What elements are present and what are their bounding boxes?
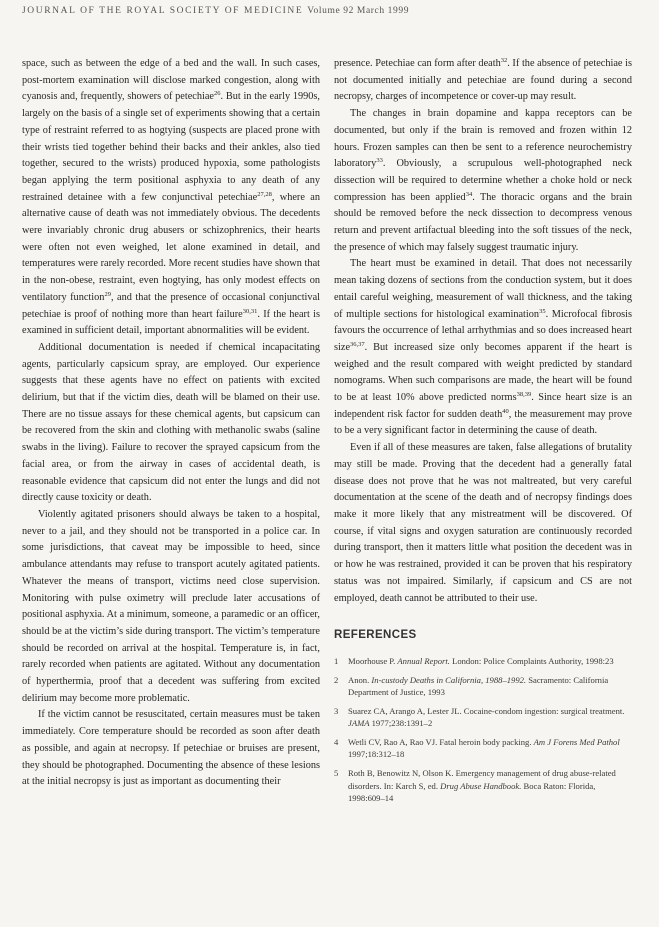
volume-info: Volume 92 March 1999: [307, 6, 410, 16]
reference-item: 2 Anon. In-custody Deaths in California, 1988–1992. Sacramento: California Department of Justice, 1993: [334, 674, 609, 698]
references-heading: REFERENCES: [334, 629, 417, 642]
reference-item: 5 Roth B, Benowitz N, Olson K. Emergency management of drug abuse-related disorders. In: Karch S, ed. Drug Abuse Handbook. Boca Raton: Florida, 1998:609–14: [334, 768, 616, 804]
reference-item: 3 Suarez CA, Arango A, Lester JL. Cocaine-condom ingestion: surgical treatment. JAMA 1977;238:1391–2: [334, 705, 625, 729]
paragraph: Even if all of these measures are taken, false allegations of brutality may still be made. Proving that the decedent had a generally fatal disease does not prove that he was not maltreated, but very careful documentation at the scene of the death and of necropsy findings does make it more likely that any mistreatment will be discovered. Of course, if vital signs and oxygen saturation are continuously recorded during transport, then it matters little what position the decedent was in or how he was restrained, provided it can be proven that his respiratory status was not impaired. Similarly, if capsicum and CS are not employed, death cannot be attributed to their use.: [334, 442, 632, 604]
reference-item: 4 Wetli CV, Rao A, Rao VJ. Fatal heroin body packing. Am J Forens Med Pathol 1997;18:312–18: [334, 736, 620, 760]
paragraph: space, such as between the edge of a bed and the wall. In such cases, post-mortem examination will disclose marked congestion, along with cyanosis and, frequently, showers of petechiae$^{26}$. But in the early 1990s, largely on the basis of a single set of experiments showing that a certain type of restraint referred to as hogtying (suspects are placed prone with their wrists tied together behind their backs and their ankles, also tied together, secured to the wrists) produced hypoxia, some pathologists began applying the term positional asphyxia to any death of any restrained detainee with a few conjunctival petechiae$^{27,28}$, where an alternative cause of death was not immediately obvious. The decedents were invariably chronic drug abusers or schizophrenics, their hearts were often not even weighed, let alone examined in detail, and temperatures were rarely recorded. More recent studies have shown that in the non-obese, restraint, even hogtying, has only modest effects on ventilatory function$^{29}$, and that the presence of occasional conjunctival petechiae is proof of nothing more than heart failure$^{30,31}$. If the heart is examined in sufficient detail, important abnormalities will be evident.: [22, 58, 321, 337]
journal-name: JOURNAL OF THE ROYAL SOCIETY OF MEDICINE: [22, 6, 304, 16]
paragraph: Violently agitated prisoners should always be taken to a hospital, never to a jail, and they should not be transported in a police car. In some jurisdictions, that caveat may be impossible to heed, since ambulance attendants may refuse to transport acutely agitated patients. Whatever the means of transport, victims need close supervision. Monitoring with pulse oximetry will preclude later accusations of positional asphyxia. At a minimum, someone, a paramedic or an officer, should be at the victim’s side during transport. The victim’s temperature should be recorded on arrival at the hospital. Temperature is, in fact, rarely recorded when patients are agitated. Without any documentation of hyperthermia, proof that a decedent was suffering from excited delirium may become more problematic.: [22, 508, 320, 704]
paragraph: Additional documentation is needed if chemical incapacitating agents, particularly capsicum spray, are employed. Our experience suggests that these agents have no effect on patients with excited delirium, but that if the victim dies, death will be blamed on their use. There are no tissue assays for these chemical agents, but capsicum can be recovered from the skin and clothing with methanolic swabs (saline swabs in the living). Failure to recover the sprayed capsicum from the facial area, or from the airway in cases of accidental death, is reasonable evidence that capsicum did not enter the lungs and did not directly cause toxicity or death.: [22, 341, 320, 504]
left-column: [22, 56, 320, 791]
paragraph: presence. Petechiae can form after death$^{32}$. If the absence of petechiae is not documented initially and petechiae are found during a second necropsy, charges of incompetence or cover-up may result.: [334, 57, 632, 103]
reference-item: 1 Moorhouse P. Annual Report. London: Police Complaints Authority, 1998:23: [334, 655, 614, 666]
paragraph: The changes in brain dopamine and kappa receptors can be documented, but only if the brain is removed and frozen within 12 hours. Frozen samples can then be sent to a reference neurochemistry laboratory$^{33}$. Obviously, a scrupulous well-photographed neck dissection will be required to determine whether a choke hold or neck compression has been applied$^{34}$. The thoracic organs and the brain should be removed before the neck dissection to decompress venous return and prevent artifactual bleeding into the soft tissues of the neck, the presence of which may falsely suggest traumatic injury.: [334, 108, 632, 253]
running-header: [22, 6, 642, 16]
paragraph: If the victim cannot be resuscitated, certain measures must be taken immediately. Core temperature should be recorded as soon after death as possible, and again at necropsy. If petechiae or bruises are present, they should be photographed. Documenting the absence of these lesions at the initial necropsy is just as important as documenting their: [22, 709, 320, 788]
paragraph: The heart must be examined in detail. That does not necessarily mean taking dozens of sections from the conduction system, but it does entail careful weighing, measurement of wall thickness, and the taking of multiple sections for histological examination$^{35}$. Microfocal fibrosis favours the occurrence of lethal arrhythmias and so does increased heart size$^{36,37}$. But increased size only becomes apparent if the heart is weighed and the result compared with weight predicted by standard nomograms. When such comparisons are made, the heart will be found to be at least 10% above predicted norms$^{38,39}$. Since heart size is an independent risk factor for sudden death$^{40}$, the measurement may prove to be a very significant factor in determining the cause of death.: [334, 258, 633, 437]
right-column: [334, 56, 632, 811]
